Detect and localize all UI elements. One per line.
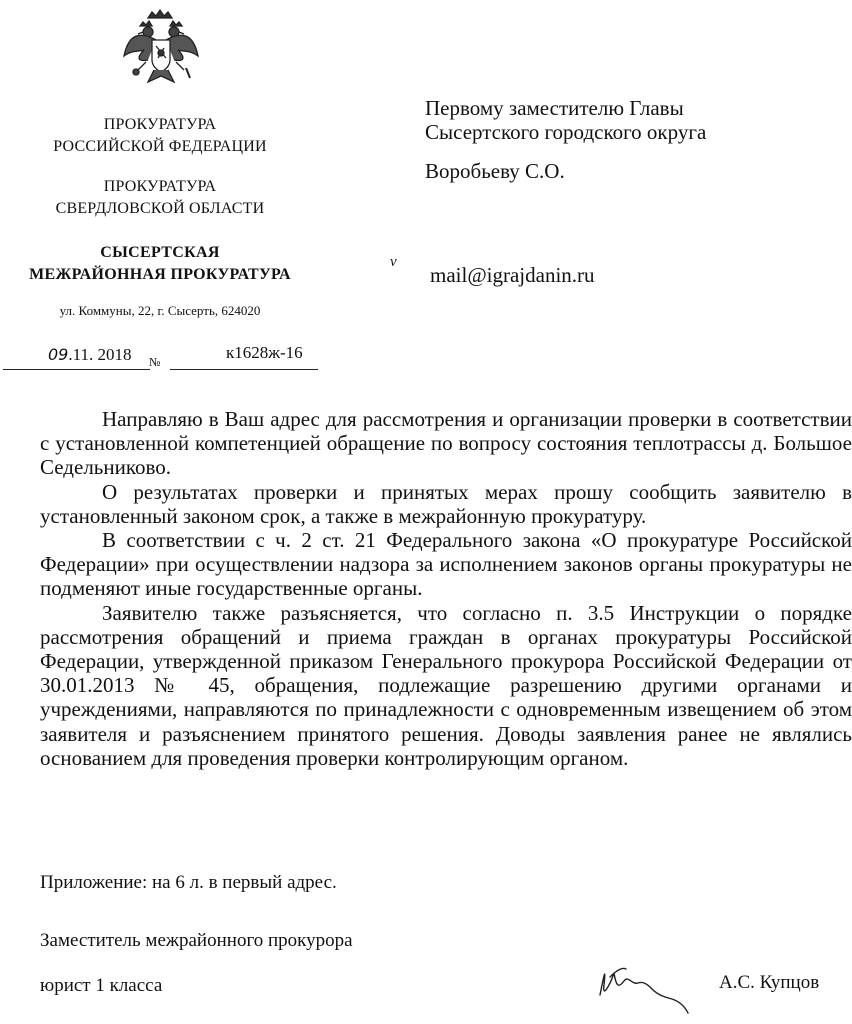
outgoing-date [48,345,131,365]
signer-rank: юрист 1 класса [40,975,163,996]
recipient-name: Воробьеву С.О. [425,159,565,183]
org-address: ул. Коммуны, 22, г. Сысерть, 624020 [59,303,261,318]
number-underline [170,369,318,370]
org-regional-subtitle: СВЕРДЛОВСКОЙ ОБЛАСТИ [55,200,265,217]
org-federal-title: ПРОКУРАТУРА [103,116,217,133]
emblem-icon [118,6,204,92]
check-mark: v [390,254,397,270]
recipient-organization: Сысертского городского округа [425,120,707,144]
paragraph-legal-basis: В соответствии с ч. 2 ст. 21 Федерального закона «О прокуратуре Российской Федерации» при осуществлении надзора за исполнением законов органы прокуратуры не подменяют иные государственные органы. [40,528,852,601]
handwritten-signature-icon [592,955,702,1015]
paragraph-explanation: Заявителю также разъясняется, что согласно п. 3.5 Инструкции о порядке рассмотрения обращений и приема граждан в органах прокуратуры Российской Федерации, утвержденной приказом Генерального прокурора Российской Федерации от 30.01.2013 № 45, обращения, подлежащие разрешению другими органами и учреждениями, направляются по принадлежности с одновременным извещением об этом заявителя и разъяснением принятого решения. Доводы заявления ранее не являлись основанием для проведения проверки контролирующим органом. [40,600,852,770]
attachment-note: Приложение: на 6 л. в первый адрес. [40,872,337,893]
org-local-title: СЫСЕРТСКАЯ [100,244,220,261]
signer-position: Заместитель межрайонного прокурора [40,930,353,951]
org-regional-title: ПРОКУРАТУРА [103,178,217,195]
outgoing-number: к1628ж-16 [226,343,303,362]
recipient-position: Первому заместителю Главы [425,96,684,120]
paragraph-report-request: О результатах проверки и принятых мерах прошу сообщить заявителю в установленный законом срок, а также в межрайонную прокуратуру. [40,479,852,528]
date-day-handwritten: 09 [48,345,69,364]
recipient-email: mail@igrajdanin.ru [430,263,595,287]
date-underline [3,369,150,370]
number-sign: № [149,355,161,369]
signer-name: А.С. Купцов [719,972,820,993]
letter-body [40,407,852,770]
date-month-year: .11. 2018 [68,345,132,364]
paragraph-forwarding: Направляю в Ваш адрес для рассмотрения и организации проверки в соответствии с установленной компетенцией обращение по вопросу состояния теплотрассы д. Большое Седельниково. [40,407,852,480]
org-local-subtitle: МЕЖРАЙОННАЯ ПРОКУРАТУРА [29,266,291,283]
org-federal-subtitle: РОССИЙСКОЙ ФЕДЕРАЦИИ [53,138,267,155]
